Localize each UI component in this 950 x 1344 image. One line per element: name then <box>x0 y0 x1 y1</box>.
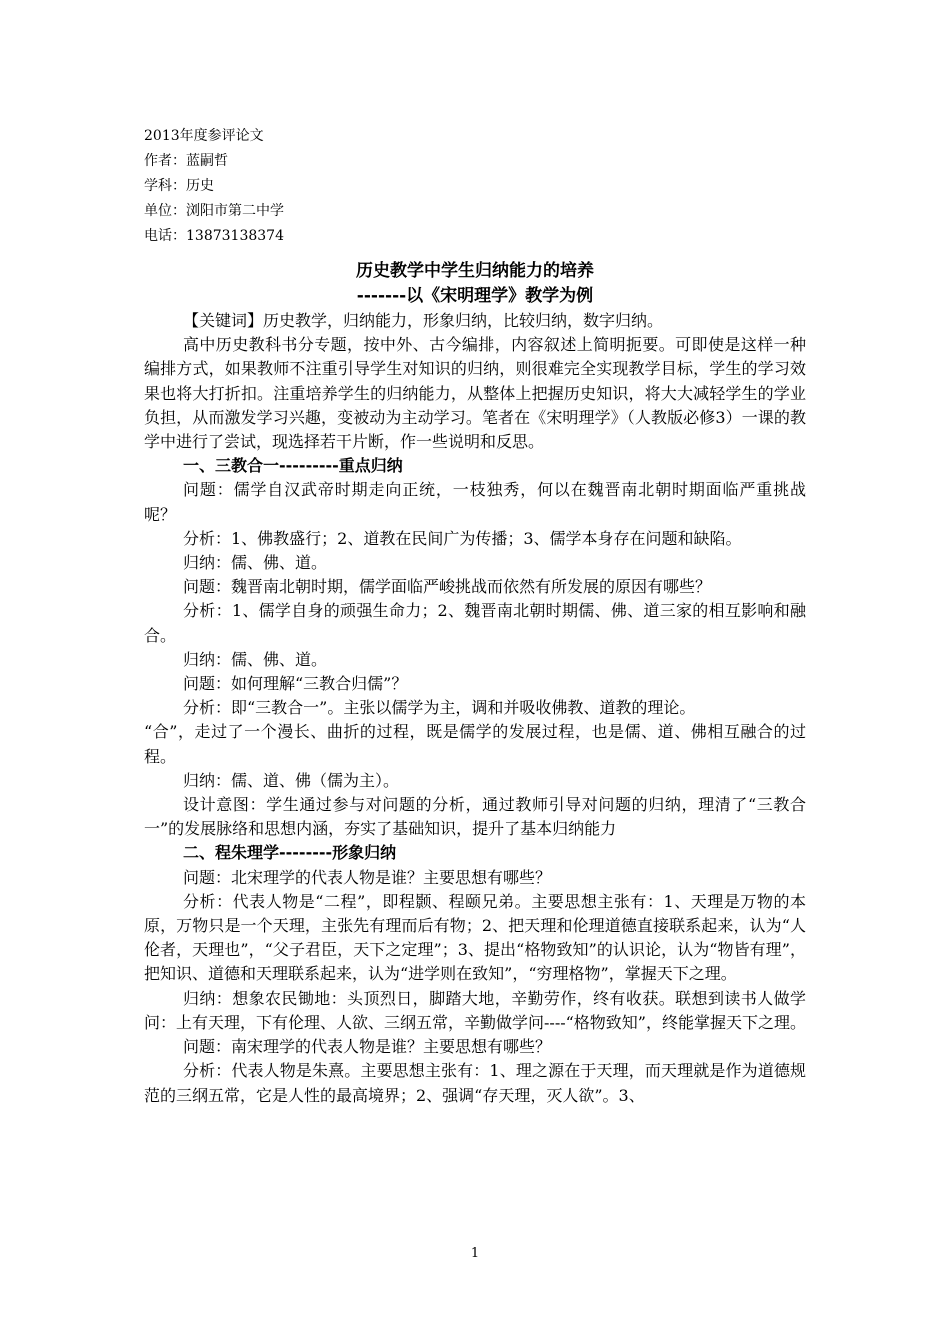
s1-summary-2: 归纳：儒、佛、道。 <box>183 649 328 669</box>
section-heading-2: 二、程朱理学--------形象归纳 <box>183 843 397 863</box>
meta-unit: 单位：浏阳市第二中学 <box>144 203 284 219</box>
s2-question-2: 问题：南宋理学的代表人物是谁？主要思想有哪些？ <box>183 1037 552 1057</box>
s1-question-3: 问题：如何理解“三教合归儒”？ <box>183 674 408 694</box>
s1-summary-3: 归纳：儒、道、佛（儒为主）。 <box>183 770 400 790</box>
paper-title: 历史教学中学生归纳能力的培养 <box>356 261 594 281</box>
meta-subject: 学科：历史 <box>144 178 214 194</box>
meta-phone: 电话：13873138374 <box>144 228 284 244</box>
meta-paper-year: 2013年度参评论文 <box>144 128 264 144</box>
s2-analysis-2: 分析：代表人物是朱熹。主要思想主张有：1、理之源在于天理，而天理就是作为道德规范的三纲五常，它是人性的最高境界；2、强调“存天理，灭人欲”。3、 <box>144 1061 806 1105</box>
meta-author: 作者：蓝嗣哲 <box>144 153 228 169</box>
s1-analysis-3-continued: “合”，走过了一个漫长、曲折的过程，既是儒学的发展过程，也是儒、道、佛相互融合的过程。 <box>144 722 806 766</box>
s2-summary-1: 归纳：想象农民锄地：头顶烈日，脚踏大地，辛勤劳作，终有收获。联想到读书人做学问：上有天理，下有伦理、人欲、三纲五常，辛勤做学问----“格物致知”，终能掌握天下之理。 <box>144 988 806 1032</box>
intro-paragraph: 高中历史教科书分专题，按中外、古今编排，内容叙述上简明扼要。可即使是这样一种编排方式，如果教师不注重引导学生对知识的归纳，则很难完全实现教学目标，学生的学习效果也将大打折扣。注重培养学生的归纳能力，从整体上把握历史知识，将大大减轻学生的学业负担，从而激发学习兴趣，变被动为主动学习。笔者在《宋明理学》（人教版必修3）一课的教学中进行了尝试，现选择若干片断，作一些说明和反思。 <box>144 335 806 452</box>
s2-question-1: 问题：北宋理学的代表人物是谁？主要思想有哪些？ <box>183 867 552 887</box>
s1-design-intent: 设计意图：学生通过参与对问题的分析，通过教师引导对问题的归纳，理清了“三教合一”的发展脉络和思想内涵，夯实了基础知识，提升了基本归纳能力 <box>144 795 806 839</box>
s1-analysis-1: 分析：1、佛教盛行；2、道教在民间广为传播；3、儒学本身存在问题和缺陷。 <box>183 528 742 548</box>
section-heading-1: 一、三教合一---------重点归纳 <box>183 456 403 476</box>
s1-question-1: 问题：儒学自汉武帝时期走向正统，一枝独秀，何以在魏晋南北朝时期面临严重挑战呢？ <box>144 480 806 524</box>
s1-question-2: 问题：魏晋南北朝时期，儒学面临严峻挑战而依然有所发展的原因有哪些？ <box>183 577 712 597</box>
document-body <box>144 124 806 1108</box>
s1-analysis-3: 分析：即“三教合一”。主张以儒学为主，调和并吸收佛教、道教的理论。 <box>183 698 696 718</box>
page-number: 1 <box>470 1246 480 1261</box>
keywords: 【关键词】历史教学，归纳能力，形象归纳，比较归纳，数字归纳。 <box>183 311 664 330</box>
s1-analysis-2: 分析：1、儒学自身的顽强生命力；2、魏晋南北朝时期儒、佛、道三家的相互影响和融合。 <box>144 601 806 645</box>
s1-summary-1: 归纳：儒、佛、道。 <box>183 553 328 573</box>
s2-analysis-1: 分析：代表人物是“二程”，即程颢、程颐兄弟。主要思想主张有：1、天理是万物的本原，万物只是一个天理，主张先有理而后有物；2、把天理和伦理道德直接联系起来，认为“人伦者，天理也”，“父子君臣，天下之定理”；3、提出“格物致知”的认识论，认为“物皆有理”，把知识、道德和天理联系起来，认为“进学则在致知”，“穷理格物”，掌握天下之理。 <box>144 891 806 984</box>
paper-subtitle: -------以《宋明理学》教学为例 <box>356 286 594 306</box>
